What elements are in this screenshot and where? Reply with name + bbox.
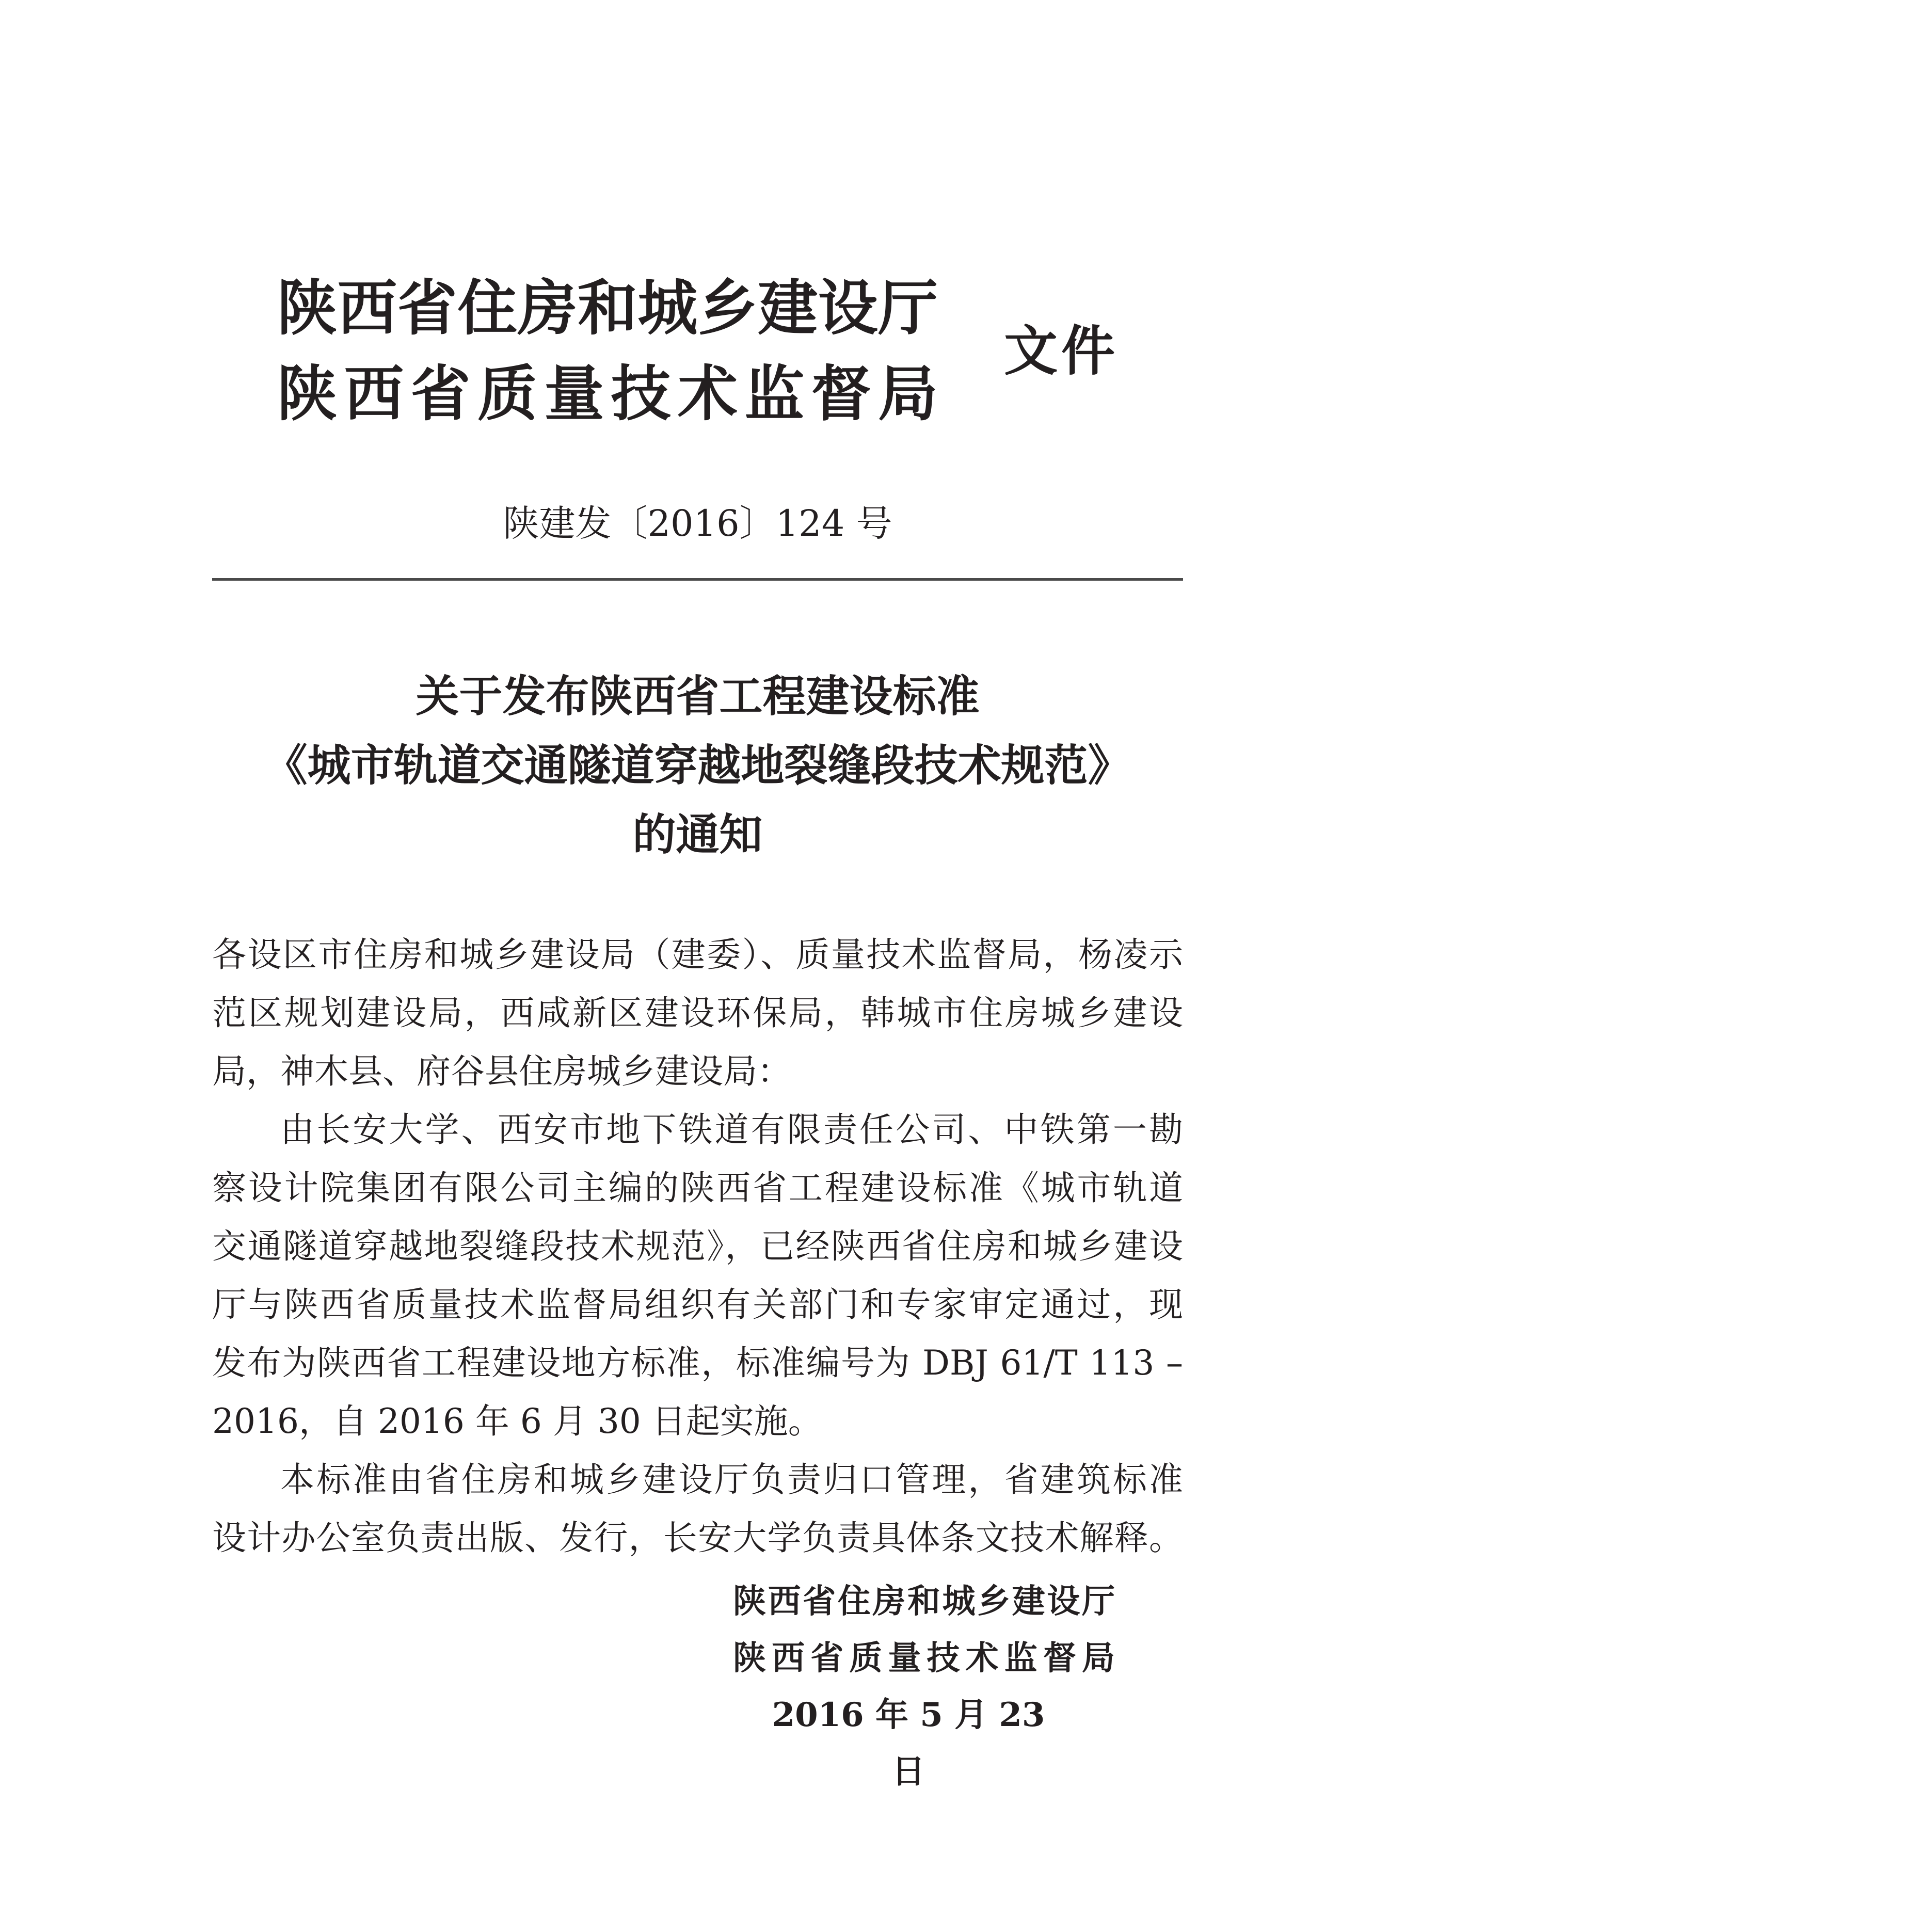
body-line: 2016，自 2016 年 6 月 30 日起实施。 bbox=[212, 1401, 822, 1441]
body-line: 范区规划建设局，西咸新区建设环保局，韩城市住房城乡建设 bbox=[212, 993, 1183, 1033]
document-type-label: 文件 bbox=[1004, 320, 1115, 382]
signature-org-housing: 陕西省住房和城乡建设厅 bbox=[733, 1583, 1115, 1621]
header-divider bbox=[212, 578, 1183, 581]
signature-org-quality: 陕西省质量技术监督局 bbox=[733, 1639, 1115, 1678]
body-line: 局，神木县、府谷县住房城乡建设局： bbox=[212, 1051, 791, 1091]
body-line: 察设计院集团有限公司主编的陕西省工程建设标准《城市轨道 bbox=[212, 1168, 1183, 1208]
issuer-name-housing: 陕西省住房和城乡建设厅 bbox=[277, 274, 938, 343]
title-line-1: 关于发布陕西省工程建设标准 bbox=[416, 670, 980, 722]
notice-body bbox=[212, 925, 1183, 1567]
body-line: 交通隧道穿越地裂缝段技术规范》，已经陕西省住房和城乡建设 bbox=[212, 1226, 1183, 1266]
title-line-3: 的通知 bbox=[632, 809, 763, 860]
signature-block bbox=[733, 1573, 1115, 1687]
issuer-name-quality: 陕西省质量技术监督局 bbox=[277, 359, 938, 429]
title-line-2: 《城市轨道交通隧道穿越地裂缝段技术规范》 bbox=[264, 740, 1131, 791]
body-line: 由长安大学、西安市地下铁道有限责任公司、中铁第一勘 bbox=[280, 1110, 1183, 1149]
body-line: 本标准由省住房和城乡建设厅负责归口管理，省建筑标准 bbox=[280, 1460, 1183, 1499]
body-line: 厅与陕西省质量技术监督局组织有关部门和专家审定通过，现 bbox=[212, 1285, 1183, 1324]
document-number: 陕建发〔2016〕124 号 bbox=[503, 502, 892, 545]
body-line: 发布为陕西省工程建设地方标准，标准编号为 DBJ 61/T 113 – bbox=[212, 1343, 1183, 1383]
notice-title bbox=[212, 662, 1183, 869]
body-line: 各设区市住房和城乡建设局（建委）、质量技术监督局，杨凌示 bbox=[212, 935, 1183, 975]
body-line: 设计办公室负责出版、发行，长安大学负责具体条文技术解释。 bbox=[212, 1518, 1183, 1558]
signature-date: 2016 年 5 月 23 日 bbox=[772, 1696, 1045, 1791]
